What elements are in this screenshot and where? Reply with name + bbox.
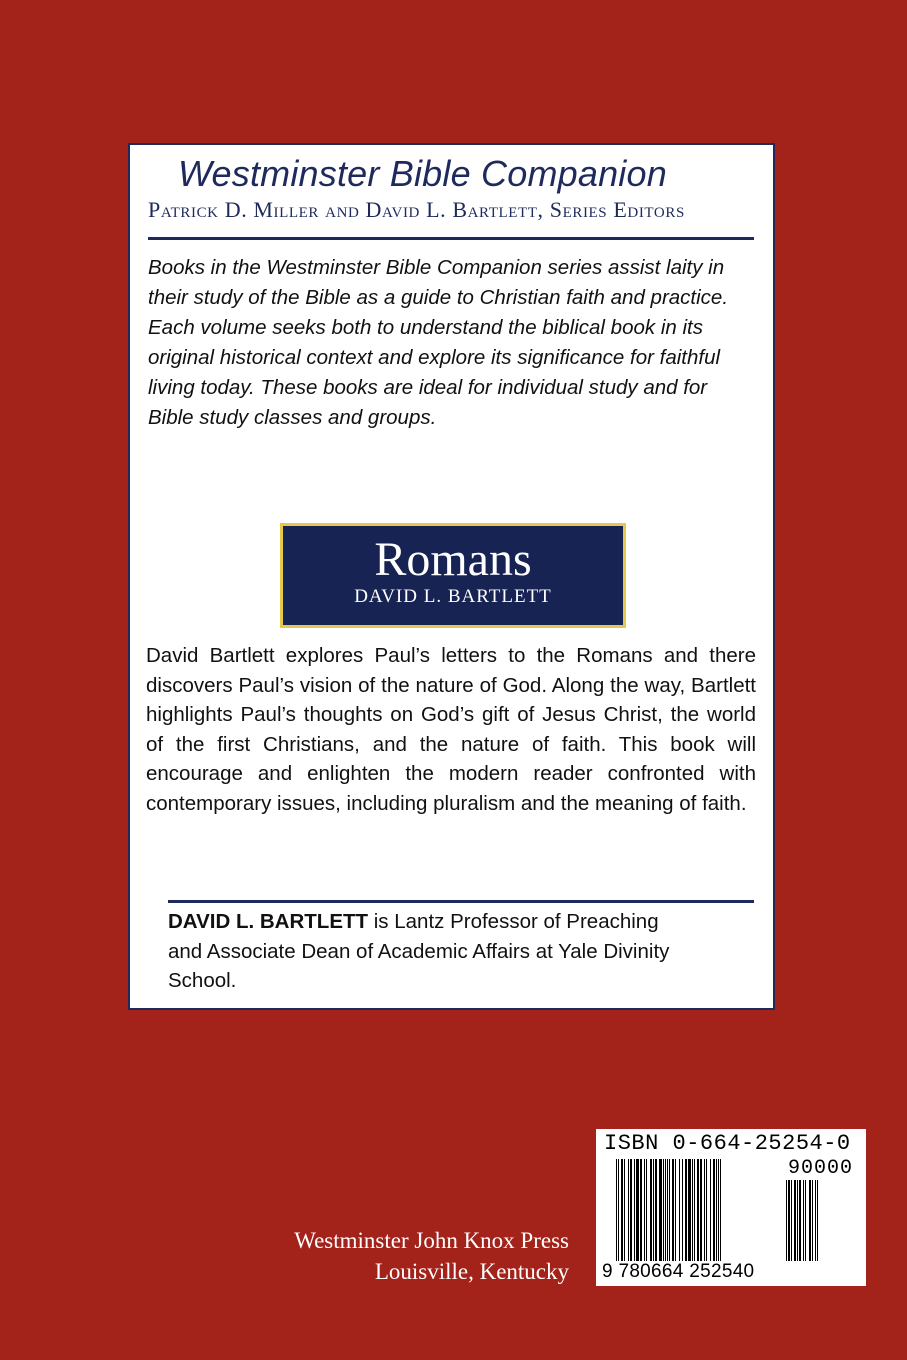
series-editors: Patrick D. Miller and David L. Bartlett, Series Editors (148, 197, 685, 222)
isbn-label: ISBN 0-664-25254-0 (604, 1131, 851, 1156)
author-bio (168, 907, 688, 996)
author-bio-name: DAVID L. BARTLETT (168, 910, 369, 933)
addon-code: 90000 (788, 1157, 854, 1180)
barcode-bar (697, 1159, 699, 1261)
barcode-bar (624, 1159, 625, 1261)
barcode-bar (630, 1159, 632, 1261)
ean-barcode (616, 1159, 776, 1261)
barcode-bar (655, 1159, 657, 1261)
barcode-block (596, 1129, 866, 1286)
ean-digits: 9 780664 252540 (602, 1261, 755, 1282)
barcode-bar (672, 1159, 674, 1261)
barcode-bar (618, 1159, 619, 1261)
barcode-bar (616, 1159, 617, 1261)
barcode-bar (704, 1159, 705, 1261)
book-description: David Bartlett explores Paul’s letters to the Romans and there discovers Paul’s vision of the nature of God. Along the way, Bartlett highlights Paul’s thoughts on God’s gift of Jesus Christ, the world of the first Christians, and the nature of faith. This book will encourage and enlighten the modern reader confronted with contemporary issues, including pluralism and the meaning of faith. (146, 644, 756, 815)
barcode-bar (706, 1159, 707, 1261)
book-title-plate (280, 523, 626, 628)
barcode-bar (665, 1159, 666, 1261)
barcode-bar (646, 1159, 647, 1261)
barcode-bar (700, 1159, 702, 1261)
author-bio-text: is Lantz Professor of Preaching and Associate Dean of Academic Affairs at Yale Divinity School. (168, 910, 670, 992)
barcode-bar (659, 1159, 662, 1261)
series-title: Westminster Bible Companion (178, 153, 667, 194)
barcode-bar (688, 1159, 691, 1261)
barcode-bar (644, 1159, 645, 1261)
barcode-bar (692, 1159, 693, 1261)
barcode-bar (663, 1159, 664, 1261)
info-panel (128, 143, 775, 1010)
barcode-bar (682, 1159, 683, 1261)
publisher-imprint (294, 1225, 569, 1287)
barcode-bar (621, 1159, 623, 1261)
barcode-bar (679, 1159, 680, 1261)
publisher-name: Westminster John Knox Press (294, 1228, 569, 1253)
barcode-bar (653, 1159, 654, 1261)
barcode-bar (669, 1159, 670, 1261)
barcode-bar (718, 1159, 719, 1261)
barcode-bar (634, 1159, 635, 1261)
barcode-bar (685, 1159, 687, 1261)
barcode-bar (716, 1159, 717, 1261)
barcode-bar (713, 1159, 715, 1261)
book-title: Romans (374, 533, 532, 586)
divider-top (148, 237, 754, 240)
divider-bottom (168, 900, 754, 903)
series-description: Books in the Westminster Bible Companion series assist laity in their study of the Bible as a guide to Christian faith and practice. Each volume seeks both to understand the biblical book in its original historical context and explore its significance for faithful living today. These books are ideal for individual study and for Bible study classes and groups. (148, 256, 729, 429)
barcode-bar (710, 1159, 711, 1261)
barcode-bar (650, 1159, 652, 1261)
barcode-bar (720, 1159, 721, 1261)
barcode-bar (667, 1159, 668, 1261)
publisher-location: Louisville, Kentucky (374, 1259, 569, 1284)
barcode-bar (694, 1159, 695, 1261)
barcode-bar (628, 1159, 629, 1261)
book-author: DAVID L. BARTLETT (354, 586, 552, 607)
barcode-bar (636, 1159, 639, 1261)
barcode-bar (640, 1159, 642, 1261)
barcode-bar (675, 1159, 676, 1261)
